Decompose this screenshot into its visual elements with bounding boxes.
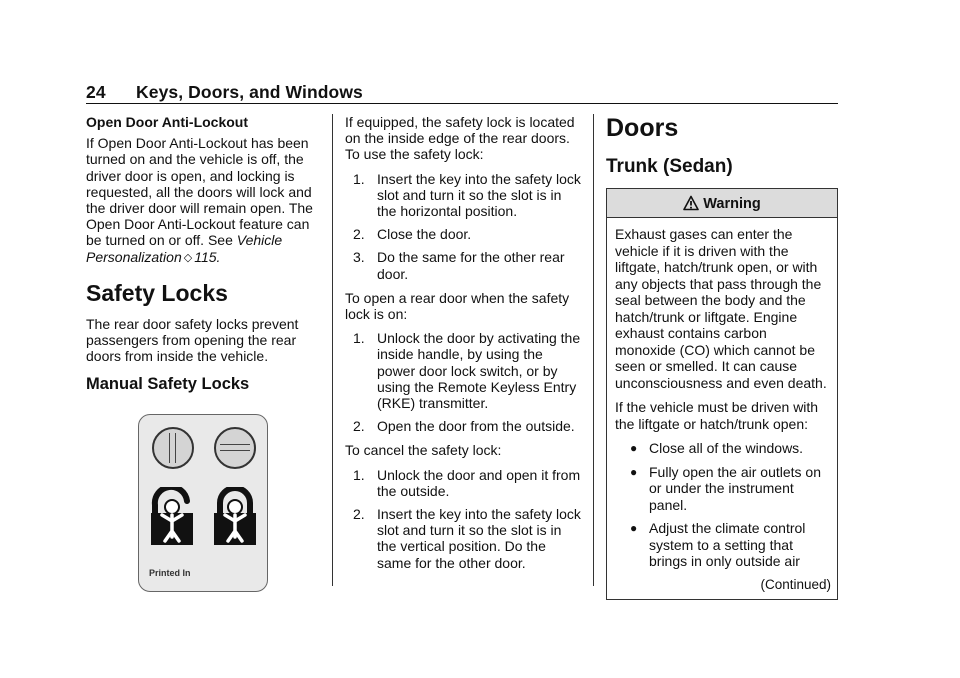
step-text: Insert the key into the safety lock slot and turn it so the slot is in the horizontal position. bbox=[377, 170, 581, 220]
list-item bbox=[345, 171, 583, 220]
step-number: 2. bbox=[353, 418, 365, 435]
lock-slot-horizontal-icon bbox=[214, 427, 256, 469]
ref-period: . bbox=[216, 248, 221, 265]
step-number: 3. bbox=[353, 249, 365, 266]
list-item bbox=[345, 506, 583, 571]
list-item bbox=[345, 226, 583, 242]
list-item bbox=[345, 330, 583, 411]
list-item bbox=[345, 467, 583, 499]
bullet-text: Close all of the windows. bbox=[649, 440, 804, 457]
column-left bbox=[86, 114, 322, 592]
anti-lockout-paragraph bbox=[86, 135, 322, 266]
step-number: 1. bbox=[353, 466, 365, 483]
warning-triangle-icon bbox=[683, 195, 699, 211]
open-rear-door-intro: To open a rear door when the safety lock is on: bbox=[345, 289, 570, 323]
bullet-text: Adjust the climate control system to a setting that brings in only outside air bbox=[649, 520, 806, 570]
printed-in-label: Printed In bbox=[149, 568, 191, 579]
continued-label: (Continued) bbox=[760, 576, 831, 592]
column-divider-left bbox=[332, 114, 333, 586]
anti-lockout-heading: Open Door Anti-Lockout bbox=[86, 114, 249, 130]
manual-safety-locks-heading: Manual Safety Locks bbox=[86, 375, 250, 394]
page-header bbox=[86, 82, 838, 104]
step-text: Insert the key into the safety lock slot and turn it so the slot is in the vertical position. Do the same for the other door. bbox=[377, 506, 581, 571]
bullet-icon: ● bbox=[630, 521, 638, 536]
step-number: 2. bbox=[353, 226, 365, 243]
step-text: Unlock the door and open it from the outside. bbox=[377, 466, 581, 499]
list-item bbox=[345, 418, 583, 434]
vehicle-personalization-ref: Vehicle Personalization bbox=[86, 232, 283, 265]
cancel-safety-lock-intro: To cancel the safety lock: bbox=[345, 442, 502, 459]
bullet-icon: ● bbox=[630, 441, 638, 456]
column-divider-right bbox=[593, 114, 594, 586]
safety-locks-heading: Safety Locks bbox=[86, 279, 228, 306]
warning-title: Warning bbox=[703, 196, 761, 212]
step-text: Open the door from the outside. bbox=[377, 418, 575, 435]
anti-lockout-text: If Open Door Anti-Lockout has been turned on and the vehicle is off, the driver door is open, and locking is requested, all the doors will lock and the driver door will remain open. The Open Door Anti-Lockout feature can be turned on or off. See bbox=[86, 135, 313, 249]
column-right bbox=[606, 114, 838, 600]
warning-paragraph-exhaust: Exhaust gases can enter the vehicle if it is driven with the liftgate, hatch/trunk open, or with any objects that pass through the seal between the body and the hatch/trunk or liftgate. Engine exhaust contains carbon monoxide (CO) which cannot be seen or smelled. It can cause unconsciousness and even death. bbox=[615, 226, 827, 391]
warning-box bbox=[606, 188, 838, 600]
child-locked-icon bbox=[212, 487, 258, 547]
safety-lock-illustration bbox=[138, 414, 268, 592]
list-item bbox=[615, 520, 831, 570]
doors-section-title: Doors bbox=[606, 114, 679, 142]
warning-title-bar bbox=[607, 189, 837, 218]
step-number: 1. bbox=[353, 330, 365, 347]
bullet-icon: ● bbox=[630, 464, 638, 479]
cancel-safety-lock-steps bbox=[345, 467, 583, 571]
vehicle-personalization-page: 115 bbox=[194, 248, 217, 265]
child-unlocked-icon bbox=[149, 487, 195, 547]
lock-slot-vertical-icon bbox=[152, 427, 194, 469]
chapter-title: Keys, Doors, and Windows bbox=[136, 82, 363, 102]
list-item bbox=[615, 440, 831, 457]
safety-locks-paragraph: The rear door safety locks prevent passengers from opening the rear doors from inside the vehicle. bbox=[86, 315, 299, 365]
warning-body bbox=[607, 218, 837, 599]
warning-bullets bbox=[615, 440, 831, 570]
step-text: Close the door. bbox=[377, 226, 472, 243]
page-reference-icon: ◇ bbox=[183, 251, 193, 264]
list-item bbox=[615, 464, 831, 514]
bullet-text: Fully open the air outlets on or under the instrument panel. bbox=[649, 463, 821, 513]
page-number: 24 bbox=[86, 82, 106, 102]
trunk-subsection-title: Trunk (Sedan) bbox=[606, 156, 733, 177]
header-rule bbox=[86, 103, 838, 104]
open-rear-door-steps bbox=[345, 330, 583, 434]
step-number: 1. bbox=[353, 170, 365, 187]
column-middle bbox=[345, 114, 583, 579]
list-item bbox=[345, 249, 583, 281]
warning-paragraph-driven-open: If the vehicle must be driven with the liftgate or hatch/trunk open: bbox=[615, 399, 819, 432]
use-safety-lock-steps bbox=[345, 171, 583, 282]
step-text: Unlock the door by activating the inside handle, by using the power door lock switch, or by using the Remote Keyless Entry (RKE) transmitter. bbox=[377, 330, 581, 412]
safety-lock-intro: If equipped, the safety lock is located on the inside edge of the rear doors. To use the safety lock: bbox=[345, 114, 575, 163]
step-text: Do the same for the other rear door. bbox=[377, 249, 565, 282]
step-number: 2. bbox=[353, 506, 365, 523]
